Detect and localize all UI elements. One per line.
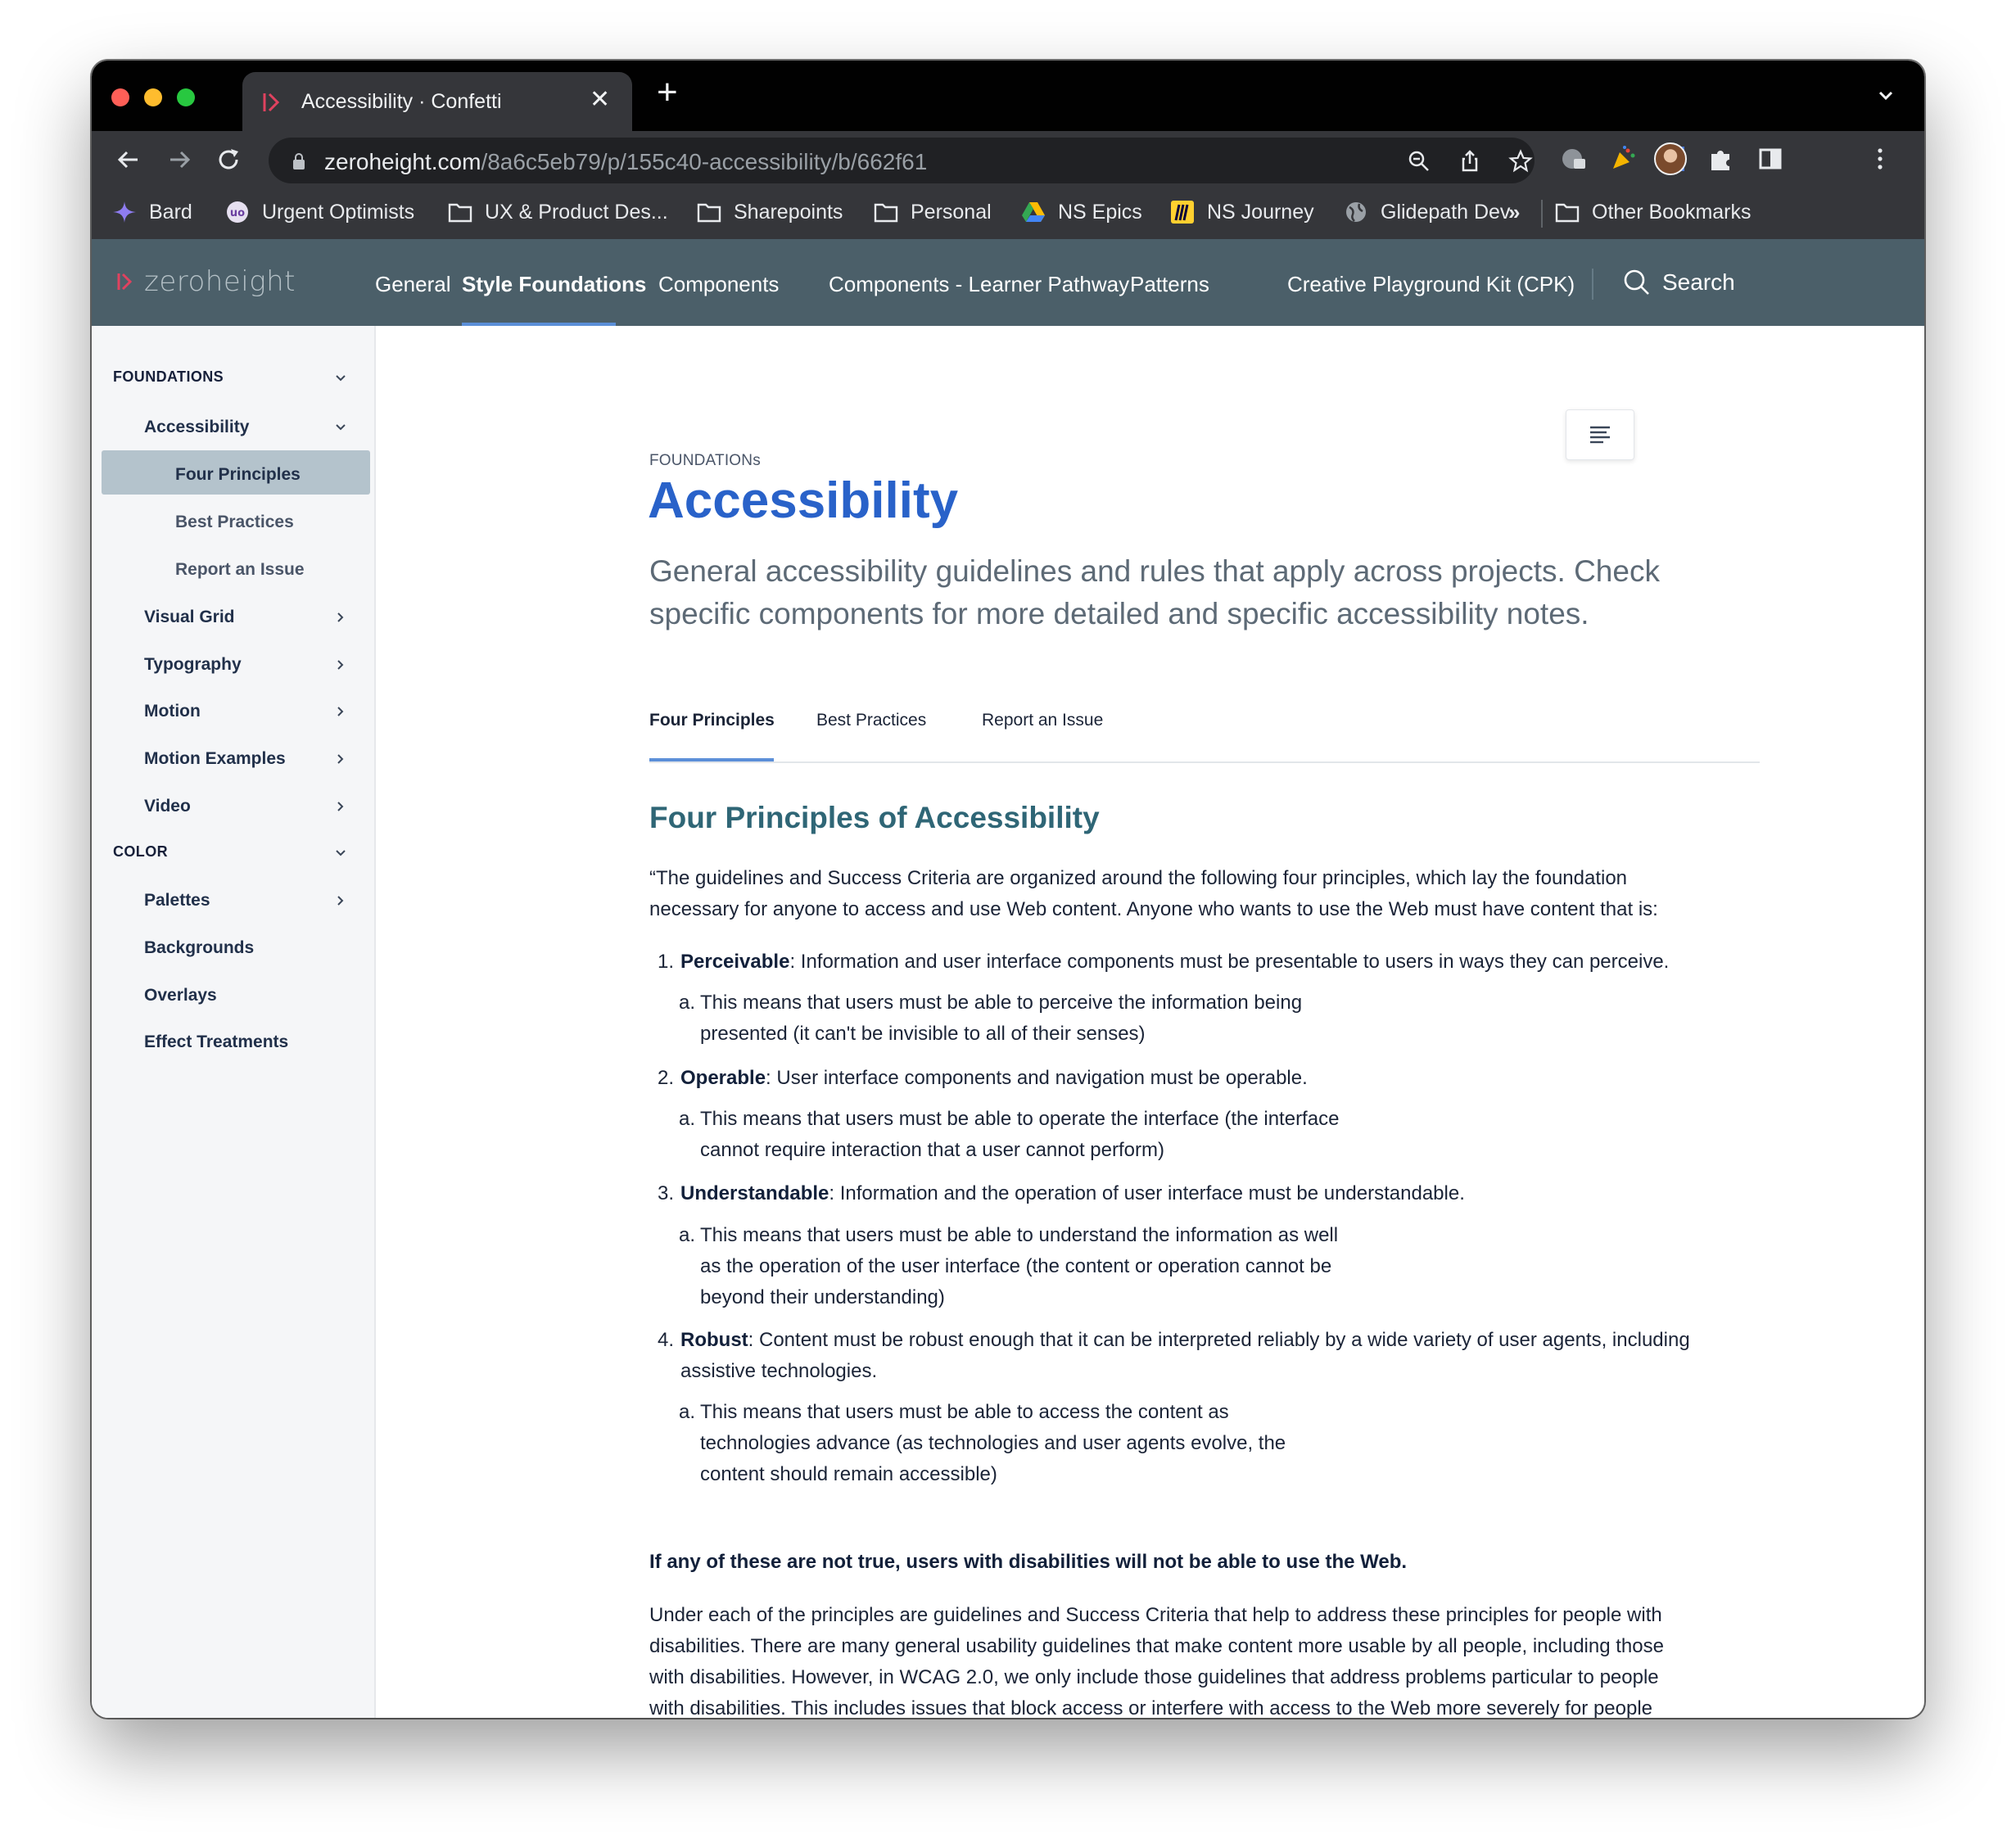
sidebar-item-accessibility[interactable]: Accessibility <box>144 418 250 436</box>
zeroheight-logo-icon <box>116 269 134 294</box>
page-title: Accessibility <box>648 472 959 529</box>
principle-term: Perceivable <box>680 951 790 973</box>
principle-term: Understandable <box>680 1182 829 1204</box>
bookmarks-separator <box>1541 200 1543 228</box>
chevron-down-icon[interactable] <box>334 421 347 434</box>
principle-term: Robust <box>680 1329 748 1351</box>
reload-icon[interactable] <box>213 144 244 175</box>
zeroheight-logo-icon <box>262 90 282 115</box>
sidebar-item-typography[interactable]: Typography <box>144 655 242 674</box>
chevron-right-icon[interactable] <box>334 894 347 907</box>
sidebar-item-video[interactable]: Video <box>144 797 191 816</box>
active-tab-indicator <box>649 758 774 761</box>
bookmarks-overflow-chevron[interactable]: » <box>1508 200 1521 224</box>
sidebar-item-report-an-issue[interactable]: Report an Issue <box>175 560 305 579</box>
bookmark-bard[interactable]: Bard <box>111 200 192 224</box>
tab-search-chevron-icon[interactable] <box>1874 84 1898 108</box>
tab-bar <box>92 61 1924 131</box>
sidebar-item-visual-grid[interactable]: Visual Grid <box>144 608 235 626</box>
principle-term: Operable <box>680 1067 766 1089</box>
minimize-window-button[interactable] <box>144 88 162 106</box>
sidebar <box>92 326 376 1718</box>
nav-patterns[interactable]: Patterns <box>1130 272 1209 296</box>
folder-icon <box>1554 200 1580 224</box>
urgent-optimists-logo-icon <box>224 200 251 224</box>
main-content: FOUNDATIONs Accessibility General accessibility guidelines and rules that apply across projects. Check specific components for more detailed and specific accessibility notes. Four Principles Best Practices Report an Issue Four Principles of Accessibility “The guidelines and Success Criteria are organized around the following four principles, which lay the foundation necessary for anyone to access and use Web content. Anyone who wants to use the Web must have content that is: 1. Perceivable: Information and user interface components must be presentable to users in ways they can perceive. a. This means that users must be able to perceive the information being presented (it can't be invisible to all of their senses) 2. Operable: User interface components and navigation must be operable. a. This means that users must be able to operate the interface (the interface cannot require interaction that a user cannot perform) 3. Understandable: Information and the operation of user interface must be understandable. a. This means that users must be able to understand the information as well as the operation of the user interface (the content or operation cannot be beyond their understanding) 4. Robust: Content must be robust enough that it can be interpreted reliably by a wide variety of user agents, including assistive technologies. a. This means that users must be able to access the content as technologies advance (as technologies and user agents evolve, the content should remain accessible) If any of these are not true, users with disabilities will not be able to use the Web. Under each of the principles are guidelines and Success Criteria that help to address these principles for people with disabilities. There are many general usability guidelines that make content more usable by all people, including those with disabilities. However, in WCAG 2.0, we only include those guidelines that address problems particular to people with disabilities. This includes issues that block access or interfere with access to the Web more severely for people <box>374 326 1924 1718</box>
back-arrow-icon[interactable] <box>113 144 144 175</box>
sidebar-item-best-practices[interactable]: Best Practices <box>175 513 294 531</box>
header-separator <box>1592 269 1593 300</box>
zoom-icon[interactable] <box>1407 149 1431 174</box>
chevron-right-icon[interactable] <box>334 800 347 813</box>
new-tab-icon[interactable]: + <box>657 72 678 112</box>
intro-paragraph: “The guidelines and Success Criteria are organized around the following four principles, which lay the foundation necessary for anyone to access and use Web content. Anyone who wants to use the Web must have content that is: <box>649 867 1658 920</box>
sidebar-item-backgrounds[interactable]: Backgrounds <box>144 938 255 957</box>
bookmark-glidepath-dev[interactable]: Glidepath Dev <box>1343 200 1510 224</box>
tab-four-principles[interactable]: Four Principles <box>649 711 775 730</box>
sidebar-item-motion[interactable]: Motion <box>144 702 201 721</box>
bookmarks-bar <box>92 188 1924 239</box>
sidebar-item-motion-examples[interactable]: Motion Examples <box>144 749 286 768</box>
globe-icon <box>1343 200 1369 224</box>
tab-close-icon[interactable]: ✕ <box>590 86 611 113</box>
chevron-right-icon[interactable] <box>334 705 347 718</box>
chevron-right-icon[interactable] <box>334 611 347 624</box>
tab-best-practices[interactable]: Best Practices <box>816 711 927 730</box>
profile-avatar[interactable] <box>1654 142 1687 175</box>
sidebar-item-four-principles[interactable]: Four Principles <box>175 465 301 484</box>
bookmark-ns-journey[interactable]: NS Journey <box>1169 200 1314 224</box>
url-text: zeroheight.com/8a6c5eb79/p/155c40-accessibility/b/662f61 <box>324 149 928 174</box>
address-bar[interactable] <box>269 138 1535 183</box>
nav-style-foundations[interactable]: Style Foundations <box>462 272 647 296</box>
side-panel-icon[interactable] <box>1756 144 1785 174</box>
page-lead: General accessibility guidelines and rules that apply across projects. Check specific components for more detailed and specific accessibility notes. <box>649 554 1660 630</box>
nav-components-learner-pathway[interactable]: Components - Learner Pathway <box>829 272 1130 296</box>
bard-sparkle-icon <box>111 200 138 224</box>
bookmark-sharepoints[interactable]: Sharepoints <box>696 200 843 224</box>
brand-logo[interactable]: zeroheight <box>116 265 296 298</box>
extension-tracker-icon[interactable] <box>1559 144 1589 174</box>
site-header <box>92 239 1924 326</box>
sidebar-item-effect-treatments[interactable]: Effect Treatments <box>144 1032 289 1051</box>
close-window-button[interactable] <box>111 88 129 106</box>
svg-text:uo: uo <box>229 207 246 219</box>
folder-icon <box>696 200 722 224</box>
tab-report-an-issue[interactable]: Report an Issue <box>982 711 1104 730</box>
sidebar-item-palettes[interactable]: Palettes <box>144 891 210 910</box>
browser-toolbar <box>92 131 1924 188</box>
chevron-right-icon[interactable] <box>334 658 347 671</box>
zoom-window-button[interactable] <box>177 88 195 106</box>
table-of-contents-button[interactable] <box>1566 409 1634 460</box>
nav-components[interactable]: Components <box>658 272 780 296</box>
nav-creative-playground-kit[interactable]: Creative Playground Kit (CPK) <box>1287 272 1575 296</box>
sidebar-item-overlays[interactable]: Overlays <box>144 986 217 1005</box>
table-of-contents-icon <box>1566 410 1634 459</box>
bookmark-star-icon[interactable] <box>1508 149 1533 174</box>
tab-title: Accessibility · Confetti <box>301 90 502 113</box>
chevron-down-icon[interactable] <box>334 847 347 860</box>
other-bookmarks[interactable]: Other Bookmarks <box>1554 200 1752 224</box>
bookmark-urgent-optimists[interactable]: uo Urgent Optimists <box>224 200 414 224</box>
sidebar-section-foundations[interactable]: FOUNDATIONS <box>113 368 224 385</box>
miro-logo-icon <box>1169 200 1196 224</box>
folder-icon <box>447 200 473 224</box>
browser-tab-active[interactable] <box>242 72 632 131</box>
share-icon[interactable] <box>1458 149 1482 174</box>
lock-icon <box>292 152 306 170</box>
page-eyebrow: FOUNDATIONs <box>649 452 761 469</box>
section-heading: Four Principles of Accessibility <box>649 801 1100 834</box>
browser-window <box>92 61 1924 1718</box>
warning-statement: If any of these are not true, users with disabilities will not be able to use the Web. <box>649 1551 1408 1573</box>
bookmark-personal[interactable]: Personal <box>873 200 992 224</box>
page-tabs <box>649 699 1760 763</box>
search-icon <box>1623 269 1651 296</box>
sidebar-section-color[interactable]: COLOR <box>113 843 168 860</box>
chevron-right-icon[interactable] <box>334 752 347 766</box>
extension-confetti-icon[interactable] <box>1608 144 1638 174</box>
nav-general[interactable]: General <box>375 272 451 296</box>
chevron-down-icon[interactable] <box>334 372 347 385</box>
extensions-puzzle-icon[interactable] <box>1706 144 1736 174</box>
folder-icon <box>873 200 899 224</box>
browser-menu-icon[interactable] <box>1865 144 1895 174</box>
google-drive-icon <box>1020 200 1046 224</box>
bookmark-ns-epics[interactable]: NS Epics <box>1020 200 1142 224</box>
search-button[interactable]: Search <box>1623 269 1735 296</box>
guidelines-paragraph: Under each of the principles are guidelines and Success Criteria that help to address these principles for people with disabilities. There are many general usability guidelines that make content more usable by all people, including those with disabilities. However, in WCAG 2.0, we only include those guidelines that address problems particular to people with disabilities. This includes issues that block access or interfere with access to the Web more severely for people <box>649 1604 1664 1718</box>
bookmark-ux-product[interactable]: UX & Product Des... <box>447 200 668 224</box>
forward-arrow-icon[interactable] <box>164 144 195 175</box>
